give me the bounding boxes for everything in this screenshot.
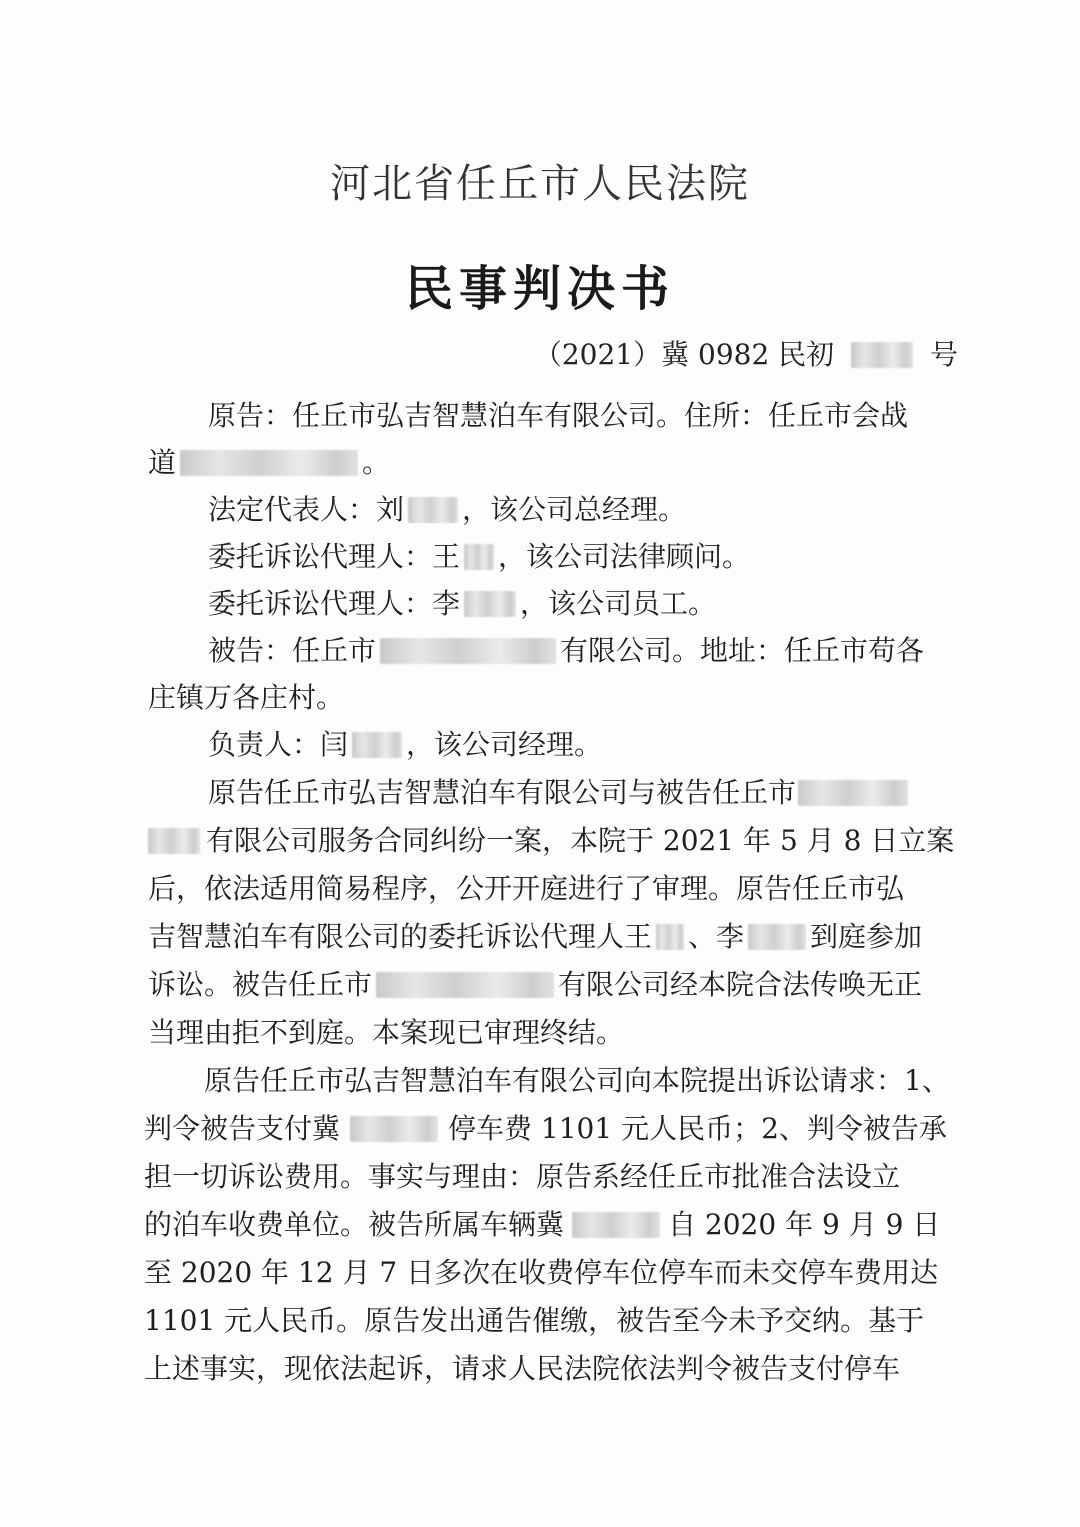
court-name: 河北省任丘市人民法院 xyxy=(330,161,750,207)
line-text: 当理由拒不到庭。本案现已审理终结。 xyxy=(148,1016,625,1049)
redacted-block xyxy=(180,450,358,476)
redacted-block xyxy=(464,591,516,617)
body-line xyxy=(148,823,954,859)
line-text: 1101 元人民币。原告发出通告催缴，被告至今未予交纳。基于 xyxy=(144,1304,925,1337)
line-text: 到庭参加 xyxy=(810,920,923,953)
redacted-block xyxy=(352,732,402,758)
redacted-block xyxy=(798,780,908,806)
body-line xyxy=(208,775,908,811)
line-text: 委托诉讼代理人：王 xyxy=(208,540,461,573)
line-text: 上述事实，现依法起诉，请求人民法院依法判令被告支付停车 xyxy=(144,1352,901,1385)
line-text: 有限公司经本院合法传唤无正 xyxy=(558,968,923,1001)
body-line xyxy=(148,919,922,955)
body-line xyxy=(148,967,922,1003)
redacted-block xyxy=(148,828,200,854)
body-line xyxy=(144,1303,924,1339)
document-title: 民事判决书 xyxy=(404,261,675,317)
body-line xyxy=(144,1111,947,1147)
line-text: 自 2020 年 9 月 9 日 xyxy=(668,1208,941,1241)
redacted-block xyxy=(572,1212,660,1238)
redacted-block xyxy=(748,924,806,950)
line-text: ，该公司经理。 xyxy=(406,728,603,761)
line-text: 委托诉讼代理人：李 xyxy=(208,587,461,620)
line-text: 有限公司。地址：任丘市苟各 xyxy=(560,634,925,667)
redacted-block xyxy=(380,638,556,664)
line-text: 负责人：闫 xyxy=(208,728,349,761)
body-line xyxy=(208,539,750,575)
redacted-block xyxy=(408,497,458,523)
body-line xyxy=(208,586,716,622)
line-text: 至 2020 年 12 月 7 日多次在收费停车位停车而未交停车费用达 xyxy=(144,1256,939,1289)
body-line xyxy=(144,1351,900,1387)
line-text: 原告：任丘市弘吉智慧泊车有限公司。住所：任丘市会战 xyxy=(208,399,909,432)
body-line xyxy=(148,445,390,481)
line-text: 、李 xyxy=(688,920,745,953)
body-line xyxy=(148,871,904,907)
redacted-block xyxy=(464,544,494,570)
line-text: 诉讼。被告任丘市 xyxy=(148,968,373,1001)
line-text: 原告任丘市弘吉智慧泊车有限公司向本院提出诉讼请求：1、 xyxy=(204,1064,950,1097)
body-line xyxy=(208,398,908,434)
line-text: 担一切诉讼费用。事实与理由：原告系经任丘市批准合法设立 xyxy=(144,1160,901,1193)
body-line xyxy=(148,1015,624,1051)
line-text: 判令被告支付冀 xyxy=(144,1112,341,1145)
line-text: 被告：任丘市 xyxy=(208,634,377,667)
redacted-block xyxy=(376,972,554,998)
body-line xyxy=(208,492,686,528)
line-text: ，该公司总经理。 xyxy=(462,493,687,526)
body-line xyxy=(144,1255,938,1291)
body-line xyxy=(204,1063,950,1099)
redacted-block xyxy=(851,342,913,368)
line-text: ，该公司法律顾问。 xyxy=(498,540,751,573)
line-text: 原告任丘市弘吉智慧泊车有限公司与被告任丘市 xyxy=(208,776,797,809)
line-text: 吉智慧泊车有限公司的委托诉讼代理人王 xyxy=(148,920,653,953)
body-line xyxy=(208,727,602,763)
redacted-block xyxy=(656,924,684,950)
body-line xyxy=(144,1159,900,1195)
line-text: 的泊车收费单位。被告所属车辆冀 xyxy=(144,1208,565,1241)
case-number xyxy=(534,333,958,373)
body-line xyxy=(208,633,924,669)
case-number-prefix: （2021）冀 0982 民初 xyxy=(533,338,835,371)
line-text: 停车费 1101 元人民币；2、判令被告承 xyxy=(448,1112,947,1145)
line-text: 有限公司服务合同纠纷一案，本院于 2021 年 5 月 8 日立案 xyxy=(206,824,955,857)
line-text: 道 xyxy=(148,446,177,479)
line-text: 后，依法适用简易程序，公开开庭进行了审理。原告任丘市弘 xyxy=(148,872,905,905)
line-text: 。 xyxy=(362,446,391,479)
line-text: ，该公司员工。 xyxy=(520,587,717,620)
line-text: 法定代表人：刘 xyxy=(208,493,405,526)
redacted-block xyxy=(350,1116,438,1142)
line-text: 庄镇万各庄村。 xyxy=(148,681,345,714)
body-line xyxy=(148,680,344,716)
body-line xyxy=(144,1207,940,1243)
case-number-suffix: 号 xyxy=(929,338,958,371)
